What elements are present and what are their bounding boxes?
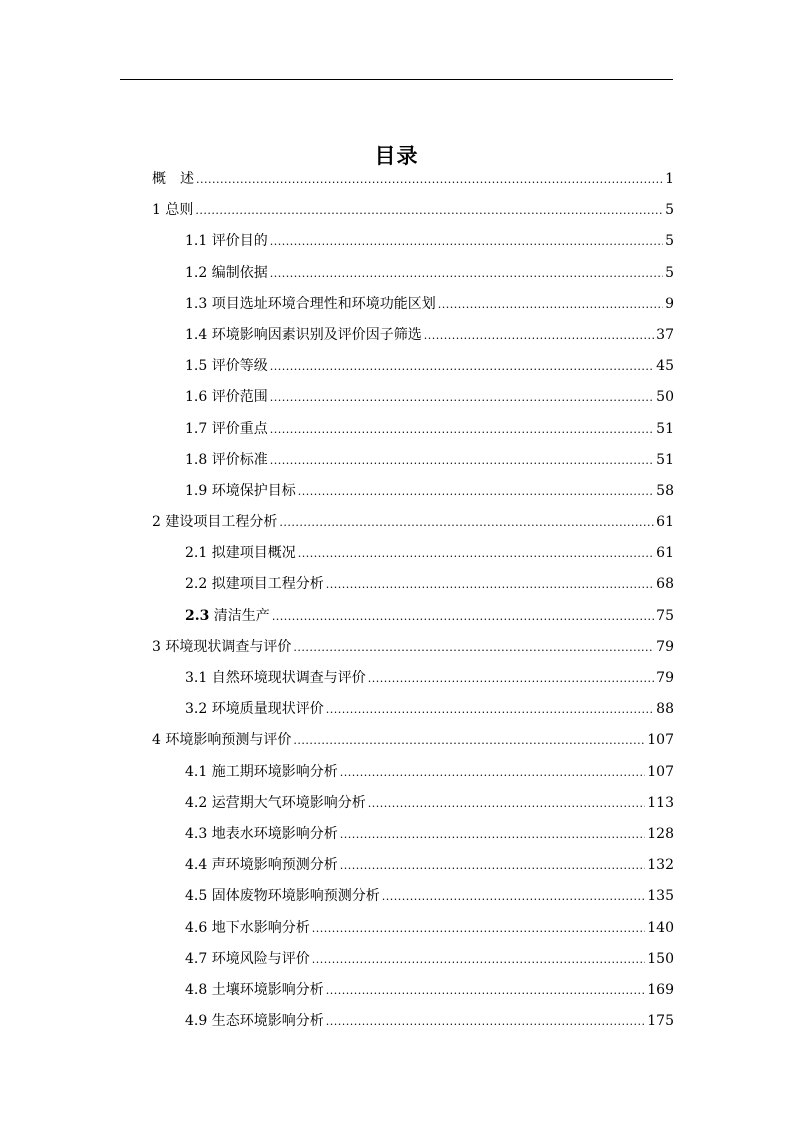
toc-entry-label — [185, 601, 270, 632]
toc-entry[interactable] — [152, 569, 674, 600]
toc-leader-dots — [270, 258, 663, 289]
toc-entry[interactable] — [152, 850, 674, 881]
toc-entry-label: 3.1 自然环境现状调查与评价 — [185, 670, 366, 686]
toc-entry-title: 清洁生产 — [209, 607, 270, 624]
page-title: 目录 — [374, 143, 419, 168]
toc-entry-label: 3.2 环境质量现状评价 — [185, 701, 324, 718]
toc-entry[interactable] — [152, 725, 674, 756]
toc-page-number: 9 — [665, 295, 674, 312]
toc-entry-label: 1.5 评价等级 — [185, 358, 268, 375]
toc-leader-dots — [340, 850, 646, 881]
toc-entry[interactable] — [152, 164, 674, 195]
toc-leader-dots — [270, 351, 654, 382]
toc-entry-label: 1.8 评价标准 — [185, 451, 268, 468]
toc-entry[interactable] — [152, 258, 674, 289]
toc-entry-label: 2.2 拟建项目工程分析 — [185, 576, 324, 593]
toc-page-number: 140 — [647, 919, 674, 936]
toc-leader-dots — [326, 975, 646, 1006]
toc-leader-dots — [272, 601, 654, 632]
toc-page-number: 113 — [647, 794, 674, 811]
toc-entry[interactable] — [152, 663, 674, 694]
toc-page-number: 5 — [665, 233, 674, 250]
toc-entry[interactable] — [152, 913, 674, 944]
toc-entry[interactable] — [152, 944, 674, 975]
toc-page-number: 128 — [647, 825, 674, 842]
toc-page-number: 51 — [656, 420, 674, 437]
toc-page-number: 169 — [647, 981, 674, 998]
toc-entry-label: 2 建设项目工程分析 — [152, 514, 278, 531]
toc-entry-label: 1.9 环境保护目标 — [185, 482, 296, 499]
toc-entry[interactable] — [152, 476, 674, 507]
toc-page-number: 107 — [647, 732, 674, 749]
toc-entry[interactable] — [152, 757, 674, 788]
toc-entry-label: 4.1 施工期环境影响分析 — [185, 763, 338, 780]
toc-leader-dots — [298, 538, 654, 569]
toc-entry[interactable] — [152, 351, 674, 382]
toc-leader-dots — [438, 289, 663, 320]
toc-leader-dots — [326, 694, 654, 725]
toc-entry[interactable] — [152, 507, 674, 538]
toc-entry[interactable] — [152, 320, 674, 351]
toc-page-number: 135 — [647, 888, 674, 905]
toc-leader-dots — [293, 632, 654, 663]
toc-leader-dots — [326, 1006, 646, 1037]
toc-leader-dots — [195, 195, 663, 226]
toc-leader-dots — [424, 320, 654, 351]
toc-entry-label: 4.7 环境风险与评价 — [185, 950, 310, 967]
toc-leader-dots — [270, 382, 654, 413]
toc-entry[interactable] — [152, 538, 674, 569]
toc-entry[interactable] — [152, 819, 674, 850]
toc-entry-label: 1.2 编制依据 — [185, 264, 268, 281]
toc-leader-dots — [293, 725, 645, 756]
toc-page-number: 5 — [665, 202, 674, 219]
toc-entry[interactable] — [152, 694, 674, 725]
toc-entry[interactable] — [152, 226, 674, 257]
toc-page-number: 68 — [656, 576, 674, 593]
toc-leader-dots — [196, 164, 663, 195]
toc-page-number: 51 — [656, 451, 674, 468]
toc-entry[interactable] — [152, 788, 674, 819]
toc-entry[interactable] — [152, 975, 674, 1006]
toc-leader-dots — [270, 414, 654, 445]
toc-entry[interactable] — [152, 1006, 674, 1037]
toc-entry-label: 2.1 拟建项目概况 — [185, 545, 296, 562]
toc-entry-label: 4.9 生态环境影响分析 — [185, 1013, 324, 1030]
toc-entry-label: 4.3 地表水环境影响分析 — [185, 825, 338, 842]
toc-entry-label: 4.8 土壤环境影响分析 — [185, 981, 324, 998]
toc-entry[interactable] — [152, 601, 674, 632]
toc-entry-label: 4 环境影响预测与评价 — [152, 732, 292, 749]
toc-page-number: 88 — [656, 701, 674, 718]
toc-entry-label: 1.1 评价目的 — [185, 233, 268, 250]
toc-entry-label: 概 述 — [152, 171, 194, 187]
toc-entry[interactable] — [152, 289, 674, 320]
toc-page-number: 175 — [647, 1013, 674, 1030]
toc-page-number: 1 — [665, 171, 674, 187]
toc-page-number: 58 — [656, 482, 674, 499]
toc-page-number: 79 — [656, 638, 674, 655]
toc-entry-label: 3 环境现状调查与评价 — [152, 638, 292, 655]
toc-leader-dots — [382, 881, 646, 912]
toc-page-number: 45 — [656, 358, 674, 375]
toc-entry-label: 4.2 运营期大气环境影响分析 — [185, 794, 366, 811]
toc-entry-label: 1.6 评价范围 — [185, 389, 268, 406]
toc-page-number: 37 — [656, 326, 674, 343]
toc-leader-dots — [279, 507, 654, 538]
toc-entry[interactable] — [152, 382, 674, 413]
toc-entry[interactable] — [152, 881, 674, 912]
toc-page-number: 79 — [656, 670, 674, 686]
toc-page-number: 61 — [656, 545, 674, 562]
header-rule — [120, 79, 673, 80]
toc-entry-number: 2.3 — [185, 607, 210, 624]
toc-page-number: 132 — [647, 857, 674, 874]
toc-leader-dots — [312, 944, 646, 975]
toc-page-number: 5 — [665, 264, 674, 281]
toc-entry[interactable] — [152, 445, 674, 476]
toc-entry[interactable] — [152, 195, 674, 226]
toc-leader-dots — [298, 476, 654, 507]
toc-leader-dots — [270, 445, 654, 476]
toc-page-number: 150 — [647, 950, 674, 967]
toc-leader-dots — [340, 819, 646, 850]
toc-page-number: 61 — [656, 514, 674, 531]
toc-entry-label: 4.4 声环境影响预测分析 — [185, 857, 338, 874]
toc-entry-label: 1.3 项目选址环境合理性和环境功能区划 — [185, 295, 436, 312]
toc-leader-dots — [368, 663, 654, 694]
toc-entry-label: 1.7 评价重点 — [185, 420, 268, 437]
toc-leader-dots — [368, 788, 646, 819]
table-of-contents — [152, 164, 674, 1037]
toc-entry-label: 1 总则 — [152, 202, 194, 219]
toc-entry-label: 4.5 固体废物环境影响预测分析 — [185, 888, 380, 905]
toc-page-number: 107 — [647, 763, 674, 780]
toc-leader-dots — [312, 913, 646, 944]
toc-page-number: 50 — [656, 389, 674, 406]
toc-entry[interactable] — [152, 632, 674, 663]
toc-leader-dots — [326, 569, 654, 600]
toc-entry-label: 1.4 环境影响因素识别及评价因子筛选 — [185, 326, 422, 343]
toc-entry[interactable] — [152, 414, 674, 445]
toc-leader-dots — [270, 226, 663, 257]
toc-entry-label: 4.6 地下水影响分析 — [185, 919, 310, 936]
toc-leader-dots — [340, 757, 646, 788]
toc-page-number: 75 — [656, 607, 674, 624]
